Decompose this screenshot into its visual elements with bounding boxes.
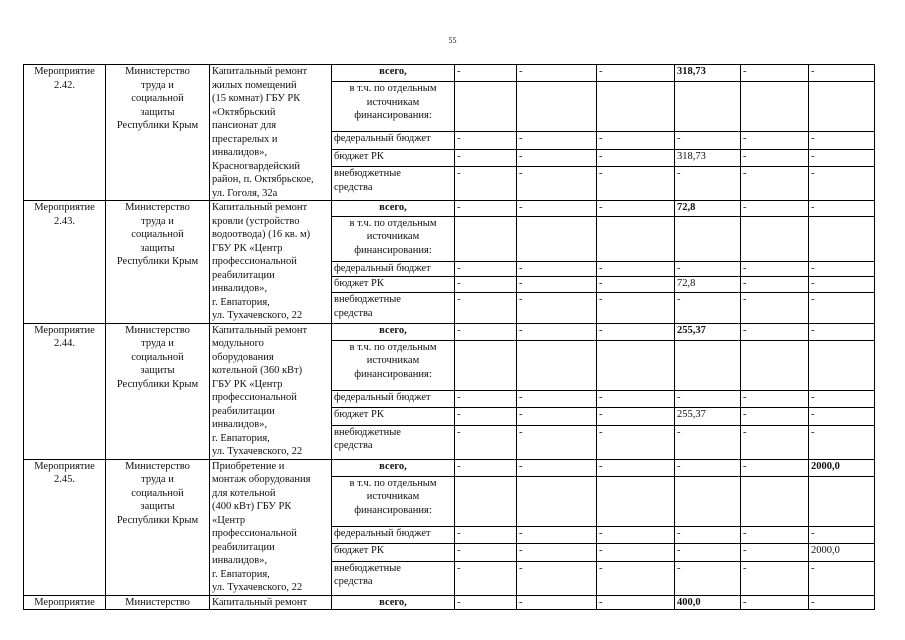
rk-value: - [455, 149, 517, 166]
table-row [24, 595, 875, 610]
federal-value: - [455, 526, 517, 543]
executor-name: Министерство труда и социальной защиты Республики Крым [106, 201, 210, 324]
source-rk-label: бюджет РК [332, 277, 455, 293]
table-row [24, 65, 875, 82]
total-value: 255,37 [675, 323, 741, 340]
extra-value: - [809, 561, 875, 595]
source-extra-label: внебюджетные средства [332, 293, 455, 323]
total-value: - [517, 459, 597, 476]
federal-value: - [517, 132, 597, 149]
rk-value: - [597, 544, 675, 561]
source-rk-label: бюджет РК [332, 149, 455, 166]
measure-name: Мероприятие 2.45. [24, 459, 106, 595]
rk-value: 2000,0 [809, 544, 875, 561]
empty-cell [675, 216, 741, 261]
empty-cell [809, 216, 875, 261]
empty-cell [675, 82, 741, 132]
source-incl-label: в т.ч. по отдельным источникам финансирования: [332, 476, 455, 526]
federal-value: - [597, 390, 675, 407]
measure-description: Капитальный ремонт [210, 595, 332, 610]
empty-cell [741, 82, 809, 132]
source-federal-label: федеральный бюджет [332, 390, 455, 407]
source-extra-label: внебюджетные средства [332, 425, 455, 459]
total-value: - [455, 201, 517, 217]
empty-cell [675, 476, 741, 526]
rk-value: - [809, 408, 875, 425]
total-value: - [455, 459, 517, 476]
source-rk-label: бюджет РК [332, 544, 455, 561]
total-value: - [809, 595, 875, 610]
rk-value: - [675, 544, 741, 561]
total-value: - [741, 323, 809, 340]
extra-value: - [675, 293, 741, 323]
source-incl-label: в т.ч. по отдельным источникам финансирования: [332, 340, 455, 390]
total-value: - [741, 459, 809, 476]
rk-value: 318,73 [675, 149, 741, 166]
total-value: - [597, 595, 675, 610]
source-rk-label: бюджет РК [332, 408, 455, 425]
empty-cell [597, 476, 675, 526]
total-value: 2000,0 [809, 459, 875, 476]
total-value: - [809, 65, 875, 82]
extra-value: - [597, 561, 675, 595]
empty-cell [597, 82, 675, 132]
empty-cell [455, 216, 517, 261]
federal-value: - [597, 261, 675, 277]
extra-value: - [455, 425, 517, 459]
federal-value: - [675, 132, 741, 149]
total-value: 72,8 [675, 201, 741, 217]
empty-cell [675, 340, 741, 390]
source-incl-label: в т.ч. по отдельным источникам финансирования: [332, 82, 455, 132]
rk-value: - [597, 149, 675, 166]
extra-value: - [675, 425, 741, 459]
empty-cell [455, 82, 517, 132]
source-federal-label: федеральный бюджет [332, 132, 455, 149]
table-row [24, 459, 875, 476]
measure-description: Капитальный ремонт модульного оборудования котельной (360 кВт) ГБУ РК «Центр профессиональной реабилитации инвалидов», г. Евпатория, ул. Тухачевского, 22 [210, 323, 332, 459]
extra-value: - [455, 293, 517, 323]
extra-value: - [741, 425, 809, 459]
federal-value: - [517, 261, 597, 277]
extra-value: - [809, 167, 875, 201]
source-extra-label: внебюджетные средства [332, 561, 455, 595]
federal-value: - [455, 261, 517, 277]
empty-cell [809, 476, 875, 526]
empty-cell [517, 340, 597, 390]
source-incl-label: в т.ч. по отдельным источникам финансирования: [332, 216, 455, 261]
federal-value: - [741, 390, 809, 407]
empty-cell [455, 476, 517, 526]
empty-cell [597, 340, 675, 390]
extra-value: - [517, 425, 597, 459]
measure-description: Капитальный ремонт жилых помещений (15 комнат) ГБУ РК «Октябрьский пансионат для престарелых и инвалидов», Красногвардейский район, п. Октябрьское, ул. Гоголя, 32а [210, 65, 332, 201]
empty-cell [455, 340, 517, 390]
extra-value: - [455, 561, 517, 595]
empty-cell [517, 82, 597, 132]
source-federal-label: федеральный бюджет [332, 526, 455, 543]
measure-name: Мероприятие 2.42. [24, 65, 106, 201]
extra-value: - [597, 425, 675, 459]
extra-value: - [597, 167, 675, 201]
extra-value: - [809, 293, 875, 323]
measure-description: Приобретение и монтаж оборудования для котельной (400 кВт) ГБУ РК «Центр профессиональной реабилитации инвалидов», г. Евпатория, ул. Тухачевского, 22 [210, 459, 332, 595]
total-value: - [741, 595, 809, 610]
federal-value: - [675, 526, 741, 543]
total-value: - [455, 323, 517, 340]
rk-value: - [455, 544, 517, 561]
total-value: 400,0 [675, 595, 741, 610]
extra-value: - [809, 425, 875, 459]
rk-value: - [455, 408, 517, 425]
federal-value: - [455, 132, 517, 149]
federal-value: - [741, 261, 809, 277]
federal-value: - [809, 132, 875, 149]
rk-value: - [741, 277, 809, 293]
federal-value: - [675, 261, 741, 277]
empty-cell [741, 476, 809, 526]
total-value: - [517, 65, 597, 82]
total-value: - [517, 201, 597, 217]
total-value: - [517, 323, 597, 340]
federal-value: - [741, 526, 809, 543]
measure-description: Капитальный ремонт кровли (устройство водоотвода) (16 кв. м) ГБУ РК «Центр профессиональной реабилитации инвалидов», г. Евпатория, ул. Тухачевского, 22 [210, 201, 332, 324]
rk-value: - [741, 544, 809, 561]
rk-value: 255,37 [675, 408, 741, 425]
empty-cell [597, 216, 675, 261]
federal-value: - [809, 390, 875, 407]
empty-cell [809, 340, 875, 390]
extra-value: - [517, 293, 597, 323]
total-value: - [809, 201, 875, 217]
empty-cell [517, 216, 597, 261]
table-row [24, 323, 875, 340]
total-value: - [455, 65, 517, 82]
table-body [24, 65, 875, 610]
source-total-label: всего, [332, 323, 455, 340]
federal-value: - [517, 390, 597, 407]
total-value: - [809, 323, 875, 340]
empty-cell [809, 82, 875, 132]
federal-value: - [597, 132, 675, 149]
federal-value: - [675, 390, 741, 407]
federal-value: - [597, 526, 675, 543]
source-total-label: всего, [332, 201, 455, 217]
executor-name: Министерство труда и социальной защиты Республики Крым [106, 323, 210, 459]
extra-value: - [741, 561, 809, 595]
total-value: - [675, 459, 741, 476]
rk-value: - [597, 277, 675, 293]
extra-value: - [675, 561, 741, 595]
rk-value: - [597, 408, 675, 425]
federal-value: - [517, 526, 597, 543]
federal-value: - [809, 526, 875, 543]
rk-value: - [455, 277, 517, 293]
executor-name: Министерство [106, 595, 210, 610]
rk-value: - [517, 544, 597, 561]
empty-cell [741, 216, 809, 261]
total-value: - [597, 323, 675, 340]
rk-value: - [741, 149, 809, 166]
federal-value: - [741, 132, 809, 149]
measure-name: Мероприятие 2.43. [24, 201, 106, 324]
source-total-label: всего, [332, 65, 455, 82]
total-value: - [741, 201, 809, 217]
extra-value: - [517, 167, 597, 201]
extra-value: - [741, 293, 809, 323]
executor-name: Министерство труда и социальной защиты Республики Крым [106, 459, 210, 595]
source-total-label: всего, [332, 595, 455, 610]
total-value: - [517, 595, 597, 610]
total-value: - [597, 65, 675, 82]
rk-value: - [517, 277, 597, 293]
empty-cell [741, 340, 809, 390]
federal-value: - [455, 390, 517, 407]
total-value: 318,73 [675, 65, 741, 82]
extra-value: - [455, 167, 517, 201]
measure-name: Мероприятие [24, 595, 106, 610]
extra-value: - [517, 561, 597, 595]
extra-value: - [741, 167, 809, 201]
total-value: - [597, 201, 675, 217]
rk-value: - [809, 149, 875, 166]
source-total-label: всего, [332, 459, 455, 476]
source-federal-label: федеральный бюджет [332, 261, 455, 277]
measure-name: Мероприятие 2.44. [24, 323, 106, 459]
rk-value: - [517, 149, 597, 166]
financing-table [23, 64, 875, 610]
rk-value: 72,8 [675, 277, 741, 293]
executor-name: Министерство труда и социальной защиты Республики Крым [106, 65, 210, 201]
total-value: - [455, 595, 517, 610]
federal-value: - [809, 261, 875, 277]
empty-cell [517, 476, 597, 526]
source-extra-label: внебюджетные средства [332, 167, 455, 201]
total-value: - [741, 65, 809, 82]
rk-value: - [741, 408, 809, 425]
rk-value: - [517, 408, 597, 425]
page-number: 55 [448, 36, 457, 45]
table-row [24, 201, 875, 217]
rk-value: - [809, 277, 875, 293]
total-value: - [597, 459, 675, 476]
extra-value: - [597, 293, 675, 323]
extra-value: - [675, 167, 741, 201]
